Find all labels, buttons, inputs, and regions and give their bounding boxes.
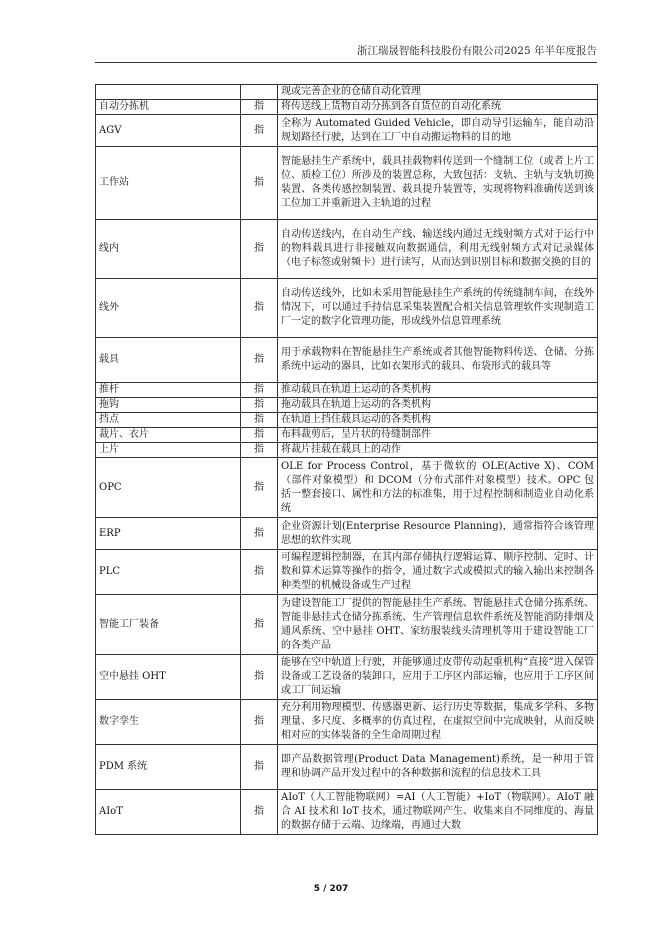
table-row [96,700,598,745]
definition-cell: 拖动载具在轨道上运动的各类机构 [278,398,598,413]
definition-cell: 即产品数据管理(Product Data Management)系统，是一种用于管理和协调产品开发过程中的各种数据和流程的信息技术工具 [278,745,598,790]
definition-cell: 智能悬挂生产系统中，载具挂载物料传送到一个缝制工位（或者上片工位、质检工位）所涉及的装置总称，大致包括：支轨、主轨与支轨切换装置、各类传感控制装置、载具提升装置等，实现将物料准确传送到该工位加工并重新进入主轨道的过程 [278,147,598,220]
definition-cell: 现或完善企业的仓储自动化管理 [278,85,598,100]
definition-cell: 将传送线上货物自动分拣到各自货位的自动化系统 [278,100,598,115]
definition-cell: 布料裁剪后，呈片状的待缝制部件 [278,428,598,443]
term-cell: 工作站 [96,147,241,220]
definition-cell: 自动传送线内，在自动生产线、输送线内通过无线射频方式对于运行中的物料载具进行非接触双向数据通信，利用无线射频方式对记录媒体（电子标签或射频卡）进行读写，从而达到识别目标和数据交换的目的 [278,220,598,279]
definition-cell: 充分利用物理模型、传感器更新、运行历史等数据，集成多学科、多物理量、多尺度、多概率的仿真过程，在虚拟空间中完成映射，从而反映相对应的实体装备的全生命周期过程 [278,700,598,745]
page-number: 5 / 207 [313,884,349,894]
page-header: 浙江瑞晟智能科技股份有限公司2025 年半年度报告 [95,43,597,63]
relation-cell: 指 [241,413,278,428]
table-row [96,100,598,115]
definition-cell: 推动载具在轨道上运动的各类机构 [278,383,598,398]
definition-cell: 全称为 Automated Guided Vehicle，即自动导引运输车，能自动沿规划路径行驶，达到在工厂中自动搬运物料的目的地 [278,115,598,147]
term-cell: 自动分拣机 [96,100,241,115]
table-row [96,220,598,279]
relation-cell: 指 [241,100,278,115]
term-cell: 线外 [96,279,241,338]
term-cell: 上片 [96,443,241,458]
table-row [96,383,598,398]
relation-cell: 指 [241,550,278,595]
relation-cell: 指 [241,147,278,220]
table-row [96,413,598,428]
relation-cell: 指 [241,383,278,398]
table-row [96,279,598,338]
term-cell: ERP [96,518,241,550]
relation-cell: 指 [241,220,278,279]
table-row [96,398,598,413]
definition-cell: 可编程逻辑控制器，在其内部存储执行逻辑运算、顺序控制、定时、计数和算术运算等操作的指令，通过数字式或模拟式的输入输出来控制各种类型的机械设备或生产过程 [278,550,598,595]
relation-cell: 指 [241,790,278,835]
term-cell: PLC [96,550,241,595]
definition-cell: 企业资源计划(Enterprise Resource Planning)，通常指符合该管理思想的软件实现 [278,518,598,550]
term-cell: 智能工厂装备 [96,595,241,655]
table-row [96,147,598,220]
definition-cell: 将裁片挂载在载具上的动作 [278,443,598,458]
relation-cell: 指 [241,655,278,700]
table-row [96,790,598,835]
term-cell: OPC [96,458,241,518]
table-row [96,655,598,700]
term-cell: 载具 [96,338,241,383]
table-row [96,428,598,443]
definition-cell: 在轨道上挡住载具运动的各类机构 [278,413,598,428]
definition-cell: 用于承载物料在智能悬挂生产系统或者其他智能物料传送、仓储、分拣系统中运动的器具，比如衣架形式的载具、布袋形式的载具等 [278,338,598,383]
relation-cell: 指 [241,700,278,745]
table-row [96,745,598,790]
term-cell: PDM 系统 [96,745,241,790]
relation-cell: 指 [241,338,278,383]
term-cell: 空中悬挂 OHT [96,655,241,700]
term-cell: 挡点 [96,413,241,428]
term-cell: AIoT [96,790,241,835]
definition-cell: 为建设智能工厂提供的智能悬挂生产系统、智能悬挂式仓储分拣系统、智能非悬挂式仓储分拣系统、生产管理信息软件系统及智能消防排烟及通风系统、空中悬挂 OHT、家纺服装线头清理机等用于建设智能工厂的各类产品 [278,595,598,655]
glossary-table [95,84,598,835]
term-cell: 推杆 [96,383,241,398]
table-row [96,458,598,518]
relation-cell: 指 [241,398,278,413]
definition-cell: AIoT（人工智能物联网）=AI（人工智能）+IoT（物联网）。AIoT 融合 AI 技术和 IoT 技术，通过物联网产生、收集来自不同维度的、海量的数据存储于云端、边缘端，再通过大数 [278,790,598,835]
table-row [96,518,598,550]
definition-cell: OLE for Process Control，基于微软的 OLE(Active X)、COM（部件对象模型）和 DCOM（分布式部件对象模型）技术。OPC 包括一整套接口、属性和方法的标准集，用于过程控制和制造业自动化系统 [278,458,598,518]
definition-cell: 自动传送线外，比如未采用智能悬挂生产系统的传统缝制车间，在线外情况下，可以通过手持信息采集装置配合相关信息管理软件实现制造工厂一定的数字化管理功能，形成线外信息管理系统 [278,279,598,338]
relation-cell: 指 [241,595,278,655]
table-row [96,85,598,100]
term-cell: 线内 [96,220,241,279]
table-row [96,338,598,383]
relation-cell: 指 [241,279,278,338]
term-cell: AGV [96,115,241,147]
term-cell: 拖钩 [96,398,241,413]
term-cell: 裁片、衣片 [96,428,241,443]
relation-cell: 指 [241,443,278,458]
term-cell [96,85,241,100]
table-row [96,443,598,458]
relation-cell: 指 [241,115,278,147]
relation-cell: 指 [241,458,278,518]
table-row [96,550,598,595]
table-row [96,595,598,655]
relation-cell: 指 [241,745,278,790]
definition-cell: 能够在空中轨道上行驶，并能够通过皮带传动起重机构“直接”进入保管设备或工艺设备的装卸口，应用于工序区内部运输，也应用于工序区间或工厂间运输 [278,655,598,700]
relation-cell [241,85,278,100]
relation-cell: 指 [241,518,278,550]
table-row [96,115,598,147]
term-cell: 数字孪生 [96,700,241,745]
relation-cell: 指 [241,428,278,443]
